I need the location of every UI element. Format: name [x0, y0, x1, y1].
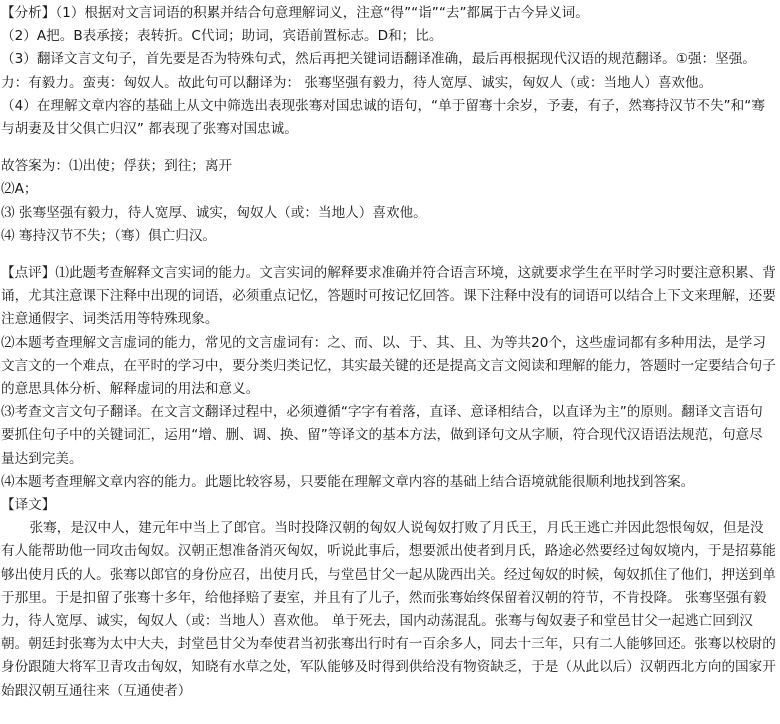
- analysis-item-4: （4）在理解文章内容的基础上从文中筛选出表现张骞对国忠诚的语句，“单于留骞十余岁，予妻，有子，然骞持汉节不失”和“骞与胡妻及甘父俱亡归汉” 都表现了张骞对国忠诚。: [1, 97, 765, 138]
- translation-body: 张骞，是汉中人，建元年中当上了郎官。当时投降汉朝的匈奴人说匈奴打败了月氏王，月氏王逃亡并因此怨恨匈奴，但是没有人能帮助他一同攻击匈奴。汉朝正想准备消灭匈奴，听说此事后，想要派出使者到月氏，路途必然要经过匈奴境内，于是招募能够出使月氏的人。张骞以郎官的身份应召，出使月氏，与堂邑甘父一起从陇西出关。经过匈奴的时候，匈奴抓住了他们，押送到单于那里。于是扣留了张骞十多年，给他择赔了妻室，并且有了儿子，然而张骞始终保留着汉朝的符节，不肯投降。 张骞坚强有毅力，待人宽厚、诚实，匈奴人（或：当地人）喜欢他。 单于死去，国内动荡混乱。张骞与匈奴妻子和堂邑甘父一起逃亡回到汉朝。朝廷封张骞为太中大夫，封堂邑甘父为奉使君当初张骞出行时有一百余多人，同去十三年，只有二人能够回还。张骞以校尉的身份跟随大将军卫青攻击匈奴，知晓有水草之处，军队能够及时得到供给没有物资缺乏，于是（从此以后）汉朝西北方向的国家开始跟汉朝互通往来（互通使者）: [1, 520, 776, 699]
- analysis-item-1: （1）根据对文言词语的积累并结合句意理解词义，注意“得”“诣”“去”都属于古今异义词。: [55, 5, 589, 21]
- analysis-item-2: （2）A把。B表承接；表转折。C代词；助词，宾语前置标志。D和；比。: [1, 28, 443, 45]
- comment-2: ⑵本题考查理解文言虚词的能力，常见的文言虚词有：之、而、以、于、其、且、为等共20个，这些虚词都有多种用法，是学习文言文的一个难点，在平时的学习中，要分类归类记忆，其实最关键的还是提高文言文阅读和理解的能力，答题时一定要结合句子的意思具体分析、解释虚词的用法和意义。: [1, 334, 776, 398]
- answer-3: ⑶ 张骞坚强有毅力，待人宽厚、诚实，匈奴人（或：当地人）喜欢他。: [1, 204, 427, 221]
- spacer: [1, 248, 776, 262]
- answer-2: ⑵A；: [1, 181, 38, 198]
- analysis-item-3: （3）翻译文言文句子，首先要是否为特殊句式，然后再把关键词语翻译准确，最后再根据现代汉语的规范翻译。①强：坚强。力：有毅力。蛮夷：匈奴人。故此句可以翻译为： 张骞坚强有毅力，待人宽厚、诚实，匈奴人（或：当地人）喜欢他。: [1, 51, 756, 91]
- analysis-heading: 【分析】: [1, 5, 56, 21]
- analysis-paragraph-1: [1, 2, 776, 25]
- translation-heading: 【译文】: [1, 497, 56, 514]
- spacer: [1, 141, 776, 155]
- answer-intro: 故答案为：⑴出使；俘获；到往；离开: [1, 158, 233, 175]
- comment-4: ⑷本题考查理解文章内容的能力。此题比较容易，只要能在理解文章内容的基础上结合语境就能很顺利地找到答案。: [1, 473, 695, 490]
- comment-1: 【点评】⑴此题考查解释文言实词的能力。文言实词的解释要求准确并符合语言环境，这就要求学生在平时学习时要注意积累、背诵，尤其注意课下注释中出现的词语，必须重点记忆，答题时可按记忆回答。课下注释中没有的词语可以结合上下文来理解，还要注意通假字、词类活用等特殊现象。: [1, 265, 776, 328]
- answer-4: ⑷ 骞持汉节不失；（骞）俱亡归汉。: [1, 227, 217, 244]
- comment-3: ⑶考查文言文句子翻译。在文言文翻译过程中，必须遵循“字字有着落，直译、意译相结合，以直译为主”的原则。翻译文言语句要抓住句子中的关键词汇，运用“增、删、调、换、留”等译文的基本方法，做到译句文从字顺，符合现代汉语语法规范，句意尽量达到完美。: [1, 404, 763, 467]
